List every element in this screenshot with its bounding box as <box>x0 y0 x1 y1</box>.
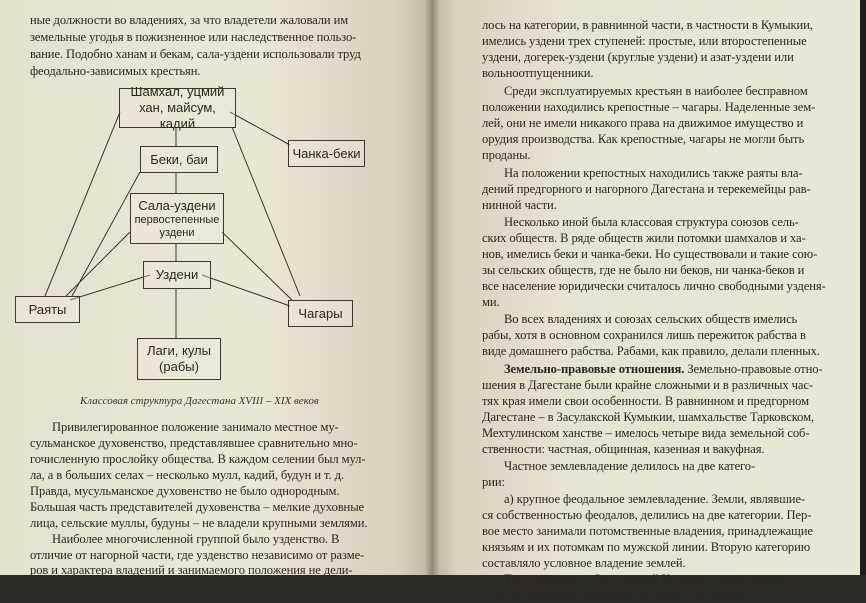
text-line: отличие от нагорной части, где узденство независимо от разме- <box>30 548 365 562</box>
text-line: ные должности во владениях, за что владетели жаловали им <box>30 13 349 27</box>
box-sublabel: уздени <box>159 226 195 239</box>
text-line: Дагестане – в Засулакской Кумыкии, шамхальстве Тарковском, <box>482 410 815 424</box>
text-line: уздени, догерек-уздени (круглые уздени) и азат-уздени или <box>482 50 794 64</box>
text-line: Среди эксплуатируемых крестьян в наиболее бесправном <box>504 84 808 98</box>
box-rayaty <box>15 296 80 323</box>
text-line: виде домашнего рабства. Рабами, как правило, делали пленных. <box>482 344 820 358</box>
box-sala-uzdeni <box>130 193 224 244</box>
left-page <box>0 0 432 575</box>
text-line: дений предгорного и нагорного Дагестана и терекемейцы рав- <box>482 182 811 196</box>
text-line: Наиболее многочисленной группой было узденство. В <box>52 532 340 546</box>
text-line: Мехтулинском ханстве – имелось четыре вида земельной соб- <box>482 426 810 440</box>
text-line: шения в Дагестане были крайне сложными и в различных час- <box>482 378 813 392</box>
text-line: а) крупное феодальное землевладение. Земли, являвшие- <box>504 492 806 506</box>
text-line: составляло условное владение землей. <box>482 556 686 570</box>
text-line: нинной части. <box>482 198 557 212</box>
box-label: Уздени <box>155 267 199 282</box>
connector-line <box>45 112 120 296</box>
box-chanka-beki <box>288 140 365 167</box>
text-line: Привилегированное положение занимало местное му- <box>52 420 339 434</box>
box-sublabel: первостепенные <box>134 213 220 226</box>
text-line: рии: <box>482 475 505 489</box>
box-beki <box>140 146 218 173</box>
box-label: Лаги, кулы <box>147 343 211 358</box>
section-heading-line <box>504 362 823 377</box>
text-line: Правда, мусульманское духовенство не было однородным. <box>30 484 340 498</box>
text-line: Частное землевладение делилось на две катего- <box>504 459 756 473</box>
box-shamkhal <box>119 84 236 131</box>
text-line: вольноотпущенники. <box>482 66 594 80</box>
text-line: вание. Подобно ханам и бекам, сала-уздени использовали труд <box>30 47 361 61</box>
text-line: рабы, хотя в основном сохранился лишь пережиток рабства в <box>482 328 806 342</box>
text-line: ся собственностью феодалов, делились на две категории. Пер- <box>482 508 812 522</box>
box-label: (рабы) <box>159 359 199 374</box>
text-line: положении находились крепостные – чагары. Наделенные зем- <box>482 100 816 114</box>
text-line: ских обществ. В ряде обществ жили потомки шамхалов и ха- <box>482 231 806 245</box>
box-label: Раяты <box>28 301 67 317</box>
text-line: лица, сельские муллы, будуны – не владели крупными землями. <box>30 516 368 530</box>
box-label: Беки, баи <box>150 151 208 167</box>
heading-continuation: Земельно-правовые отно- <box>684 362 823 376</box>
text-line: лей, они не имели никакого права на движимое имущество и <box>482 116 804 130</box>
text-line: вое место занимали потомственные владения, принадлежащие <box>482 524 813 538</box>
text-line: тях края имели свои особенности. В равнинном и предгорном <box>482 394 809 408</box>
scan-edge <box>860 0 866 575</box>
text-line: ров и характера владений и занимаемого положения не дели- <box>30 563 353 577</box>
box-uzdeni <box>143 261 211 289</box>
connector-line <box>66 232 130 296</box>
text-line: за безоговорочное признание за ними всех земель. <box>482 588 749 602</box>
text-line: На положении крепостных находились также раяты вла- <box>504 166 803 180</box>
diagram-caption: Классовая структура Дагестана XVIII – XIX веков <box>80 395 319 407</box>
box-label: хан, майсум, кадий <box>139 100 216 131</box>
box-chagary <box>288 300 353 327</box>
text-line: имелись уздени трех ступеней: простые, или второстепенные <box>482 34 807 48</box>
text-line: нов, имелись беки и чанка-беки. Но существовали и такие сою- <box>482 247 818 261</box>
text-line: гочисленную прослойку общества. В каждом селении был мул- <box>30 452 366 466</box>
text-line: проданы. <box>482 148 531 162</box>
text-line: Большая часть представителей духовенства – мелкие духовные <box>30 500 365 514</box>
box-label: Чанка-беки <box>292 145 361 161</box>
text-line: все население юридически считалось лично свободными узденя- <box>482 279 826 293</box>
box-label: Шамхал, уцмий <box>130 84 225 99</box>
text-line: Так, например, в Засулакской Кумыкии князья ратовали <box>504 572 799 586</box>
book-gutter <box>425 0 439 575</box>
text-line: Во всех владениях и союзах сельских обществ имелись <box>504 312 798 326</box>
text-line: ми. <box>482 295 500 309</box>
right-page <box>432 0 860 602</box>
section-heading: Земельно-правовые отношения. <box>504 362 685 376</box>
connector-line <box>222 232 292 300</box>
box-label: Чагары <box>298 305 343 321</box>
text-line: земельные угодья в пожизненное или наследственное пользо- <box>30 30 357 44</box>
text-line: лось на категории, в равнинной части, в частности в Кумыкии, <box>482 18 813 32</box>
text-line: Несколько иной была классовая структура союзов сель- <box>504 215 799 229</box>
text-line: орудия производства. Как крепостные, чагары не могли быть <box>482 132 805 146</box>
text-line: ственности: частная, общинная, казенная и вакуфная. <box>482 442 765 456</box>
text-line: зы сельских обществ, где не было ни беков, ни чанка-беков и <box>482 263 805 277</box>
text-line: ла, а в больших селах – несколько мулл, кадий, будун и т. д. <box>30 468 344 482</box>
connector-line <box>230 112 290 145</box>
text-line: князьям и их потомкам по мужской линии. Вторую категорию <box>482 540 811 554</box>
box-label: Сала-уздени <box>138 197 216 213</box>
text-line: феодально-зависимых крестьян. <box>30 64 201 78</box>
box-lagi-kuly <box>137 338 221 380</box>
connector-line <box>202 275 290 306</box>
text-line: сульманское духовенство, представлявшее сравнительно мно- <box>30 436 358 450</box>
